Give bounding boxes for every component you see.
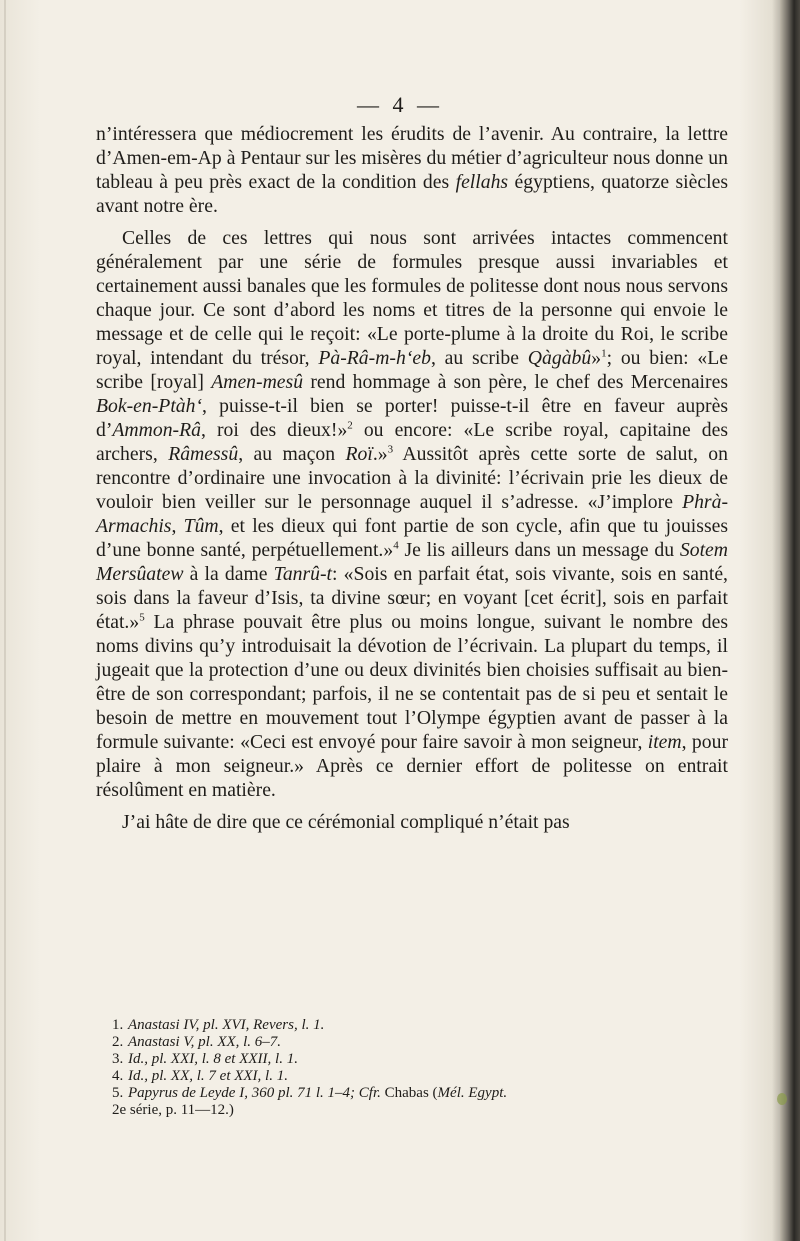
footnote-ref: 3 xyxy=(387,443,394,456)
text-run: La phrase pouvait être plus ou moins longue, suivant le nombre des noms divins qu’y introduisait la dévotion de l’écrivain. La plupart du temps, il jugeait que la protection d’une ou deux divinités bien choisies suffisait au bien-être de son correspondant; parfois, il ne se contentait pas de si peu et sentait le besoin de mettre en mouvement tout l’Olympe égyptien avant de passer à la formule suivante: «Ceci est envoyé pour faire savoir à mon seigneur, xyxy=(96,611,728,753)
italic-text: fellahs xyxy=(455,171,509,193)
paragraph-2 xyxy=(96,226,728,802)
italic-text: Amen-mesû xyxy=(211,371,304,393)
text-run: , xyxy=(171,515,184,537)
text-run: : «Sois en parfait état, sois vivante, sois en santé, sois dans la faveur d’Isis, ta divine sœur; en voyant [cet écrit], sois en parfait état.» xyxy=(96,563,728,633)
text-run: , au scribe xyxy=(430,347,528,369)
italic-text: item xyxy=(647,731,682,753)
italic-text: Papyrus de Leyde I, 360 pl. 71 l. 1–4; Cfr. xyxy=(128,1085,381,1101)
spine-shadow xyxy=(4,0,6,1241)
footnote-ref: 1 xyxy=(601,347,607,360)
italic-text: Râmessû xyxy=(168,443,239,465)
italic-text: Id., pl. XXI, l. 8 et XXII, l. 1. xyxy=(128,1051,298,1067)
text-run: .» xyxy=(372,443,388,465)
italic-text: Anastasi V, pl. XX, l. 6–7. xyxy=(128,1034,282,1050)
footnote-number: 3. xyxy=(112,1051,124,1067)
italic-text: Phrà-Armachis xyxy=(96,491,728,537)
text-run: , roi des dieux!» xyxy=(200,419,348,441)
italic-text: Tûm xyxy=(183,515,219,537)
text-run: ou encore: «Le scribe royal, capitaine des archers, xyxy=(96,419,728,465)
text-run: , puisse-t-il bien se porter! puisse-t-il être en faveur auprès d’ xyxy=(96,395,728,441)
text-run: , et les dieux qui font partie de son cycle, afin que tu jouisses d’une bonne santé, perpétuellement.» xyxy=(96,515,729,561)
text-run: Celles de ces lettres qui nous sont arrivées intactes commencent généralement par une série de formules presque aussi invariables et certainement aussi banales que les formules de politesse dont nous nous servons chaque jour. Ce sont d’abord les noms et titres de la personne qui envoie le message et de celle qui le reçoit: «Le porte-plume à la droite du Roi, le scribe royal, intendant du trésor, xyxy=(96,227,728,369)
footnote xyxy=(112,1034,752,1051)
paragraph-3 xyxy=(96,810,728,834)
page-number: — 4 — xyxy=(357,92,443,117)
italic-text: Pà-Râ-m-h‘eb xyxy=(318,347,431,369)
body-text xyxy=(96,122,728,834)
footnotes xyxy=(112,1017,752,1119)
italic-text: Bok-en-Ptàh‘ xyxy=(96,395,203,417)
italic-text: Qàgàbû xyxy=(527,347,592,369)
text-run: 2e série, p. 11—12.) xyxy=(112,1102,234,1118)
footnote xyxy=(112,1017,752,1034)
page-edge xyxy=(780,0,800,1241)
italic-text: Tanrû-t xyxy=(273,563,333,585)
italic-text: Anastasi IV, pl. XVI, Revers, l. 1. xyxy=(128,1017,325,1033)
footnote-ref: 4 xyxy=(393,539,399,552)
footnote xyxy=(112,1068,752,1085)
text-run: J’ai hâte de dire que ce cérémonial compliqué n’était pas xyxy=(122,811,570,833)
footnote xyxy=(112,1051,752,1068)
text-run: » xyxy=(591,347,602,369)
stain-mark xyxy=(777,1093,787,1105)
text-run: Je lis ailleurs dans un message du xyxy=(398,539,680,561)
footnote-number: 2. xyxy=(112,1034,124,1050)
italic-text: Id., pl. XX, l. 7 et XXI, l. 1. xyxy=(128,1068,288,1084)
text-run: n’intéressera que médiocrement les érudits de l’avenir. Au contraire, la lettre d’Amen-em-Ap à Pentaur sur les misères du métier d’agriculteur nous donne un tableau à peu près exact de la condition des xyxy=(96,123,728,193)
text-run: , pour plaire à mon seigneur.» Après ce dernier effort de politesse on entrait résolûment en matière. xyxy=(96,731,729,801)
italic-text: Roï xyxy=(345,443,373,465)
footnote-number: 5. xyxy=(112,1085,124,1101)
page-edge-shadow xyxy=(772,0,780,1241)
footnote-ref: 2 xyxy=(347,419,353,432)
text-run: Aussitôt après cette sorte de salut, on rencontre d’ordinaire une invocation à la divinité: l’écrivain prie les dieux de vouloir bien veiller sur le personnage auquel il s’adresse. «J’implore xyxy=(96,443,728,513)
italic-text: Sotem Mersûatew xyxy=(96,539,728,585)
text-run: égyptiens, quatorze siècles avant notre ère. xyxy=(96,171,729,217)
footnote xyxy=(112,1085,752,1102)
text-run: rend hommage à son père, le chef des Mercenaires xyxy=(303,371,728,393)
footnote xyxy=(112,1102,752,1119)
italic-text: Mél. Egypt. xyxy=(437,1085,508,1101)
footnote-ref: 5 xyxy=(139,611,145,624)
italic-text: Ammon-Râ xyxy=(112,419,201,441)
text-run: Chabas ( xyxy=(380,1085,438,1101)
footnote-number: 4. xyxy=(112,1068,124,1084)
text-run: , au maçon xyxy=(238,443,346,465)
paragraph-1 xyxy=(96,122,728,218)
footnote-number: 1. xyxy=(112,1017,124,1033)
text-run: ; ou bien: «Le scribe [royal] xyxy=(96,347,729,393)
text-run: à la dame xyxy=(183,563,274,585)
